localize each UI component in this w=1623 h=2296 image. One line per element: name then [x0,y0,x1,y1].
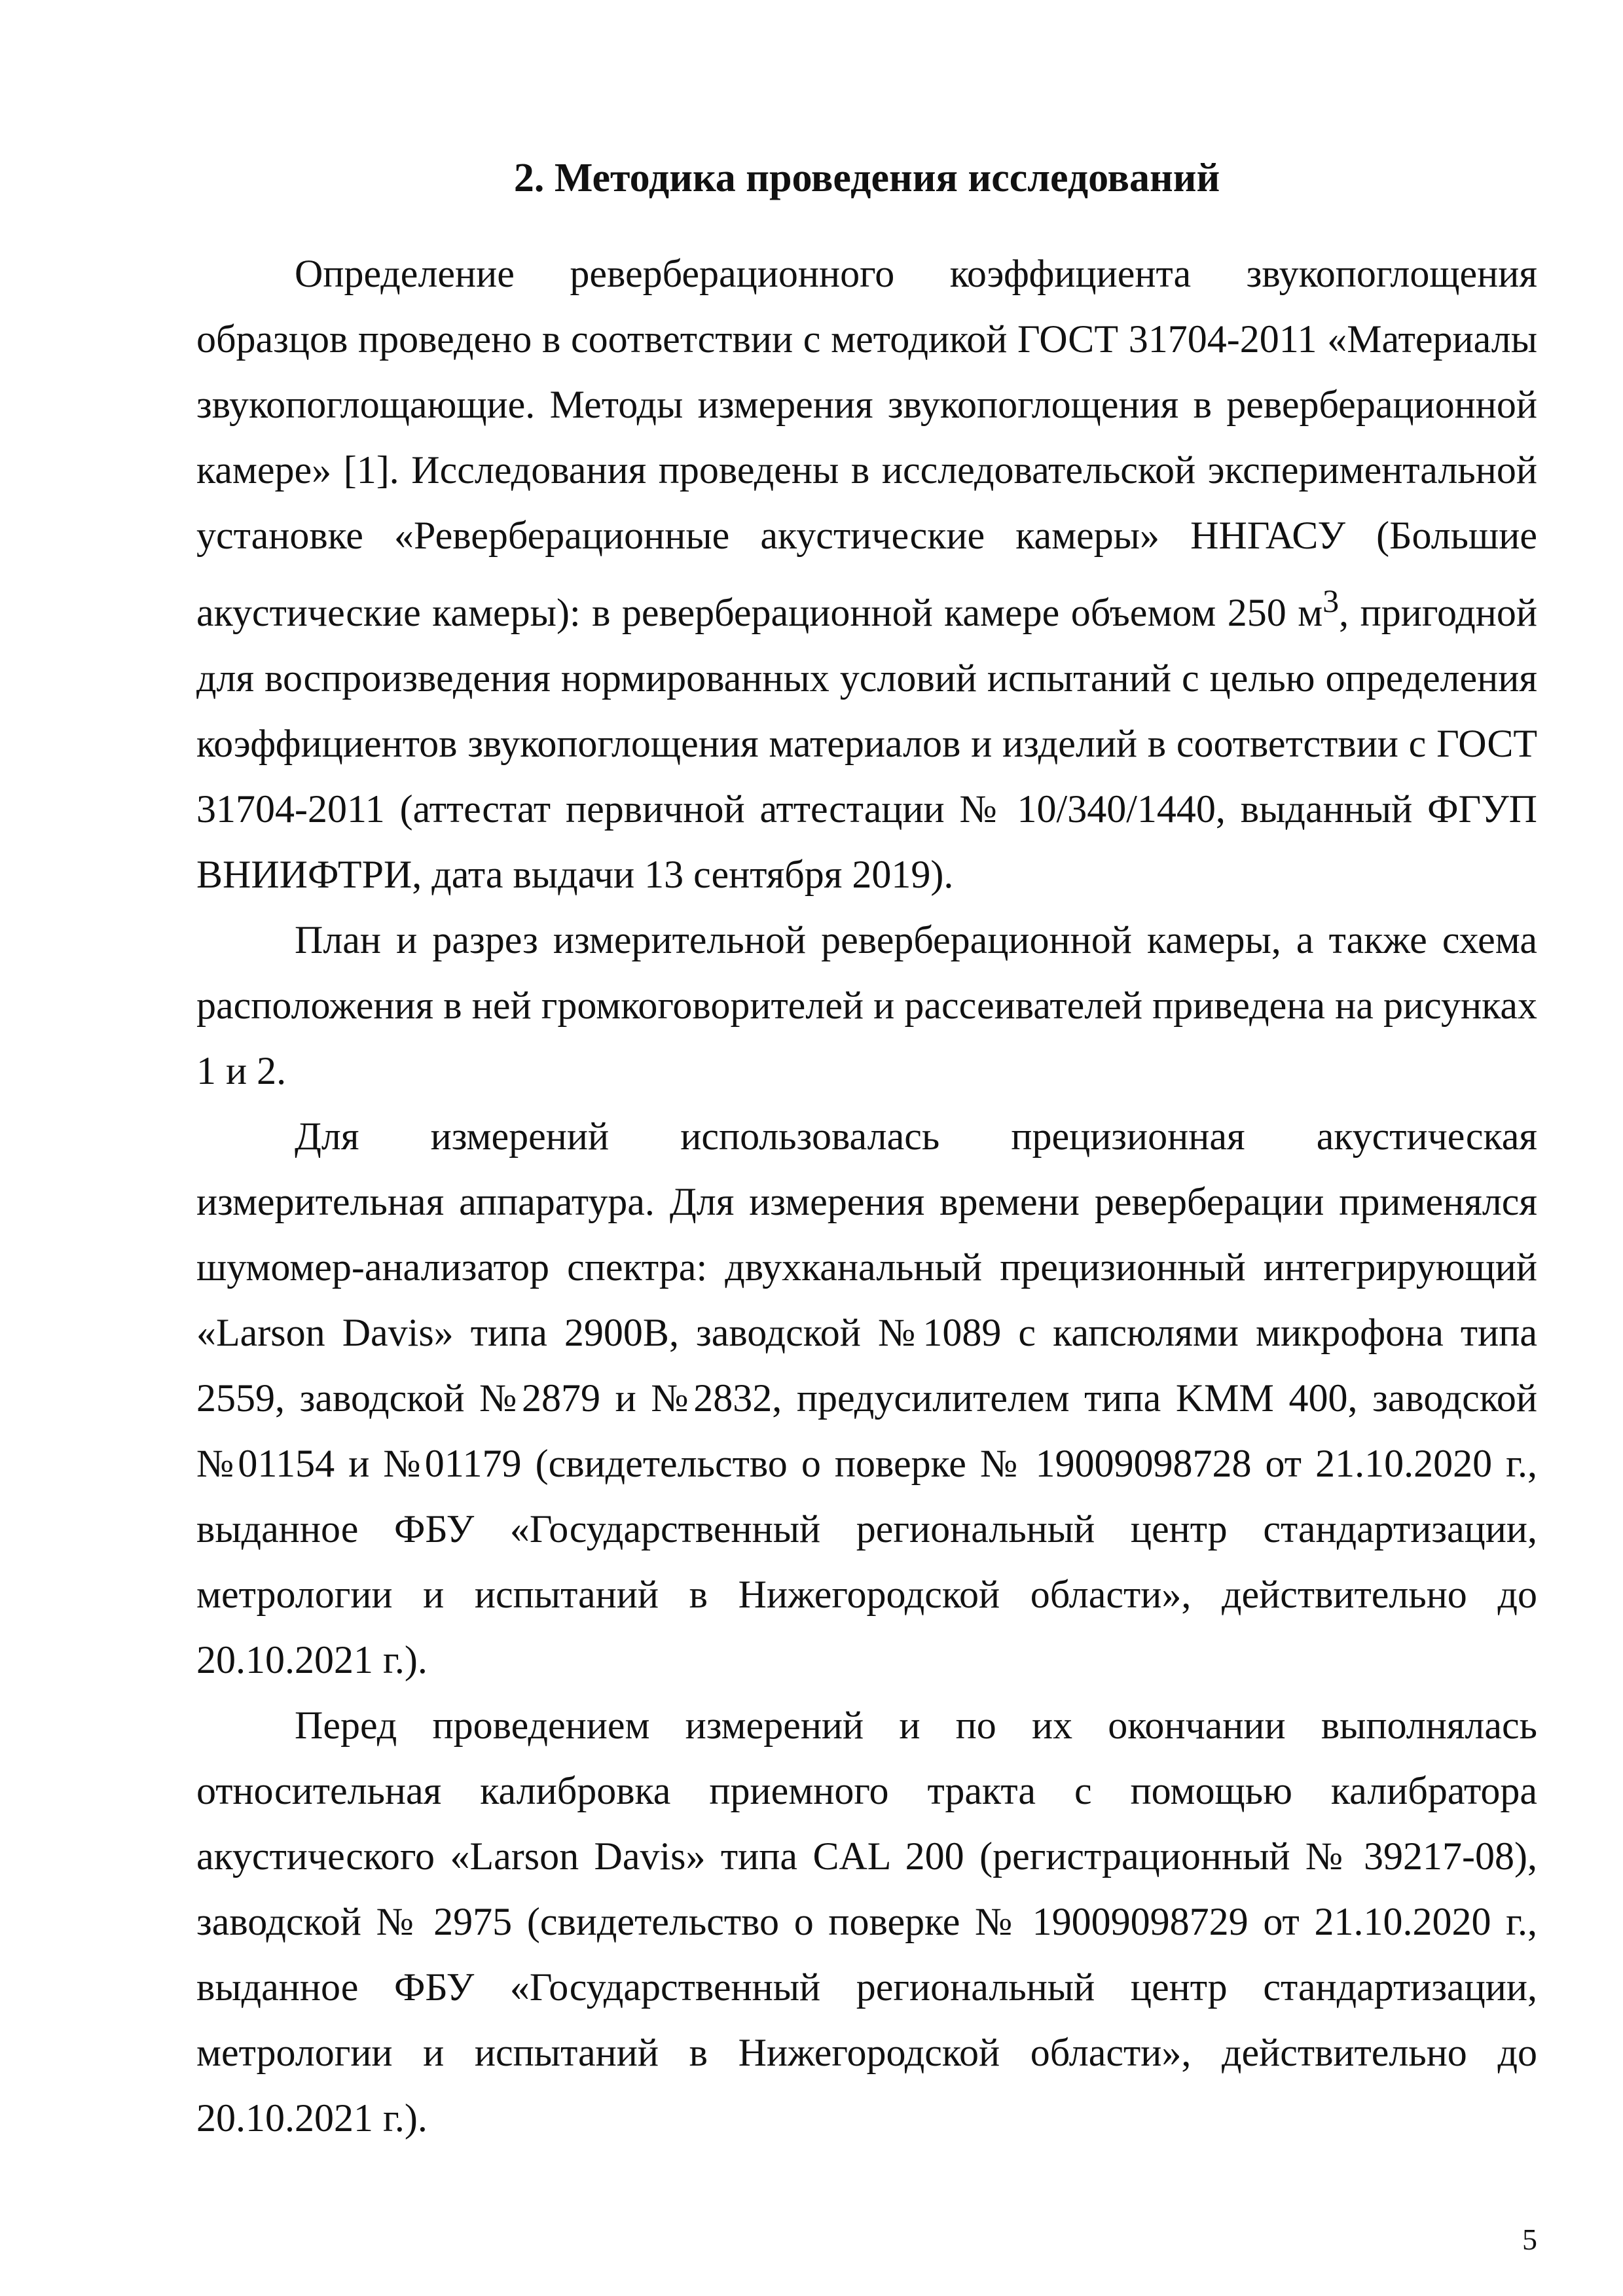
section-title: 2. Методика проведения исследований [513,156,1220,200]
page-number: 5 [1522,2223,1537,2256]
paragraph-equipment: Для измерений использовалась прецизионная акустическая измерительная аппаратура. Для измерения времени реверберации применялся шумомер-анализатор спектра: двухканальный прецизионный интегрирующий «Larson Davis» типа 2900B, заводской №1089 с капсюлями микрофона типа 2559, заводской №2879 и №2832, предусилителем типа KMM 400, заводской №01154 и №01179 (свидетельство о поверке № 19009098728 от 21.10.2020 г., выданное ФБУ «Государственный региональный центр стандартизации, метрологии и испытаний в Нижегородской области», действительно до 20.10.2021 г.). [196,1115,1537,1681]
paragraph-text: Определение реверберационного коэффициента звукопоглощения образцов проведено в соответствии с методикой ГОСТ 31704-2011 «Материалы звукопоглощающие. Методы измерения звукопоглощения в реверберационной камере» [1]. Исследования проведены в исследовательской экспериментальной установке «Реверберационные акустические камеры» ННГАСУ (Большие акустические камеры): в реверберационной камере объемом 250 м [196,252,1537,634]
paragraph-text: , пригодной для воспроизведения нормированных условий испытаний с целью определения коэффициентов звукопоглощения материалов и изделий в соответствии с ГОСТ 31704-2011 (аттестат первичной аттестации № 10/340/1440, выданный ФГУП ВНИИФТРИ, дата выдачи 13 сентября 2019). [196,591,1537,896]
body-text [196,241,1537,2151]
paragraph-chamber-plan: План и разрез измерительной реверберационной камеры, а также схема расположения в ней громкоговорителей и рассеивателей приведена на рисунках 1 и 2. [196,918,1537,1092]
superscript: 3 [1322,583,1340,619]
document-page [196,0,1537,2296]
paragraph-methodology [196,241,1537,907]
paragraph-calibration: Перед проведением измерений и по их окончании выполнялась относительная калибровка приемного тракта с помощью калибратора акустического «Larson Davis» типа CAL 200 (регистрационный № 39217-08), заводской № 2975 (свидетельство о поверке № 19009098729 от 21.10.2020 г., выданное ФБУ «Государственный региональный центр стандартизации, метрологии и испытаний в Нижегородской области», действительно до 20.10.2021 г.). [196,1704,1537,2140]
